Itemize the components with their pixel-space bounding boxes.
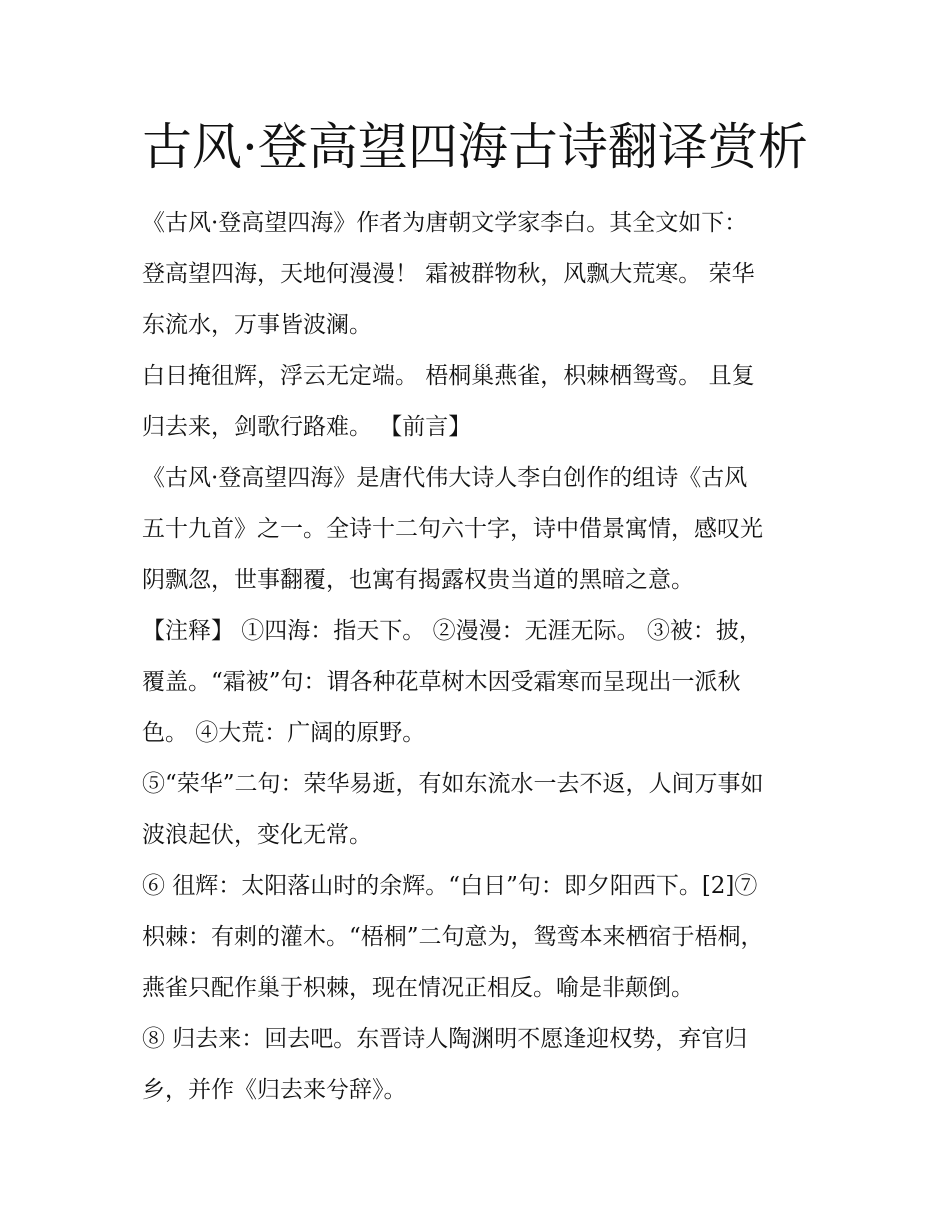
text-line: ⑧ 归去来：回去吧。东晋诗人陶渊明不愿逢迎权势，弃官归 [142, 1026, 748, 1052]
text-line: 《古风·登高望四海》作者为唐朝文学家李白。其全文如下： [142, 210, 748, 236]
page-title: 古风·登高望四海古诗翻译赏析 [142, 118, 808, 176]
text-line: 枳棘：有刺的灌木。“梧桐”二句意为，鸳鸾本来栖宿于梧桐， [142, 924, 764, 950]
text-line: 东流水，万事皆波澜。 [142, 312, 372, 338]
text-line: 白日掩徂辉，浮云无定端。 梧桐巢燕雀，枳棘栖鸳鸾。 且复 [142, 363, 755, 389]
text-line: 五十九首》之一。全诗十二句六十字，诗中借景寓情，感叹光 [142, 516, 763, 542]
text-line: 【注释】 ①四海：指天下。 ②漫漫：无涯无际。 ③被：披， [142, 618, 762, 644]
text-line: 色。 ④大荒：广阔的原野。 [142, 720, 426, 746]
text-line: 乡，并作《归去来兮辞》。 [142, 1077, 407, 1103]
text-line: ⑤“荣华”二句：荣华易逝，有如东流水一去不返，人间万事如 [142, 771, 764, 797]
document-body [142, 198, 822, 1116]
text-line: 登高望四海，天地何漫漫！ 霜被群物秋，风飘大荒寒。 荣华 [142, 261, 755, 287]
text-line: 阴飘忽，世事翻覆，也寓有揭露权贵当道的黑暗之意。 [142, 567, 694, 593]
text-line: ⑥ 徂辉：太阳落山时的余辉。“白日”句：即夕阳西下。[2]⑦ [142, 873, 758, 899]
text-line: 《古风·登高望四海》是唐代伟大诗人李白创作的组诗《古风 [142, 465, 748, 491]
text-line: 覆盖。“霜被”句：谓各种花草树木因受霜寒而呈现出一派秋 [142, 669, 741, 695]
text-line: 波浪起伏，变化无常。 [142, 822, 372, 848]
text-line: 归去来，剑歌行路难。 【前言】 [142, 414, 472, 440]
text-line: 燕雀只配作巢于枳棘，现在情况正相反。喻是非颠倒。 [142, 975, 694, 1001]
